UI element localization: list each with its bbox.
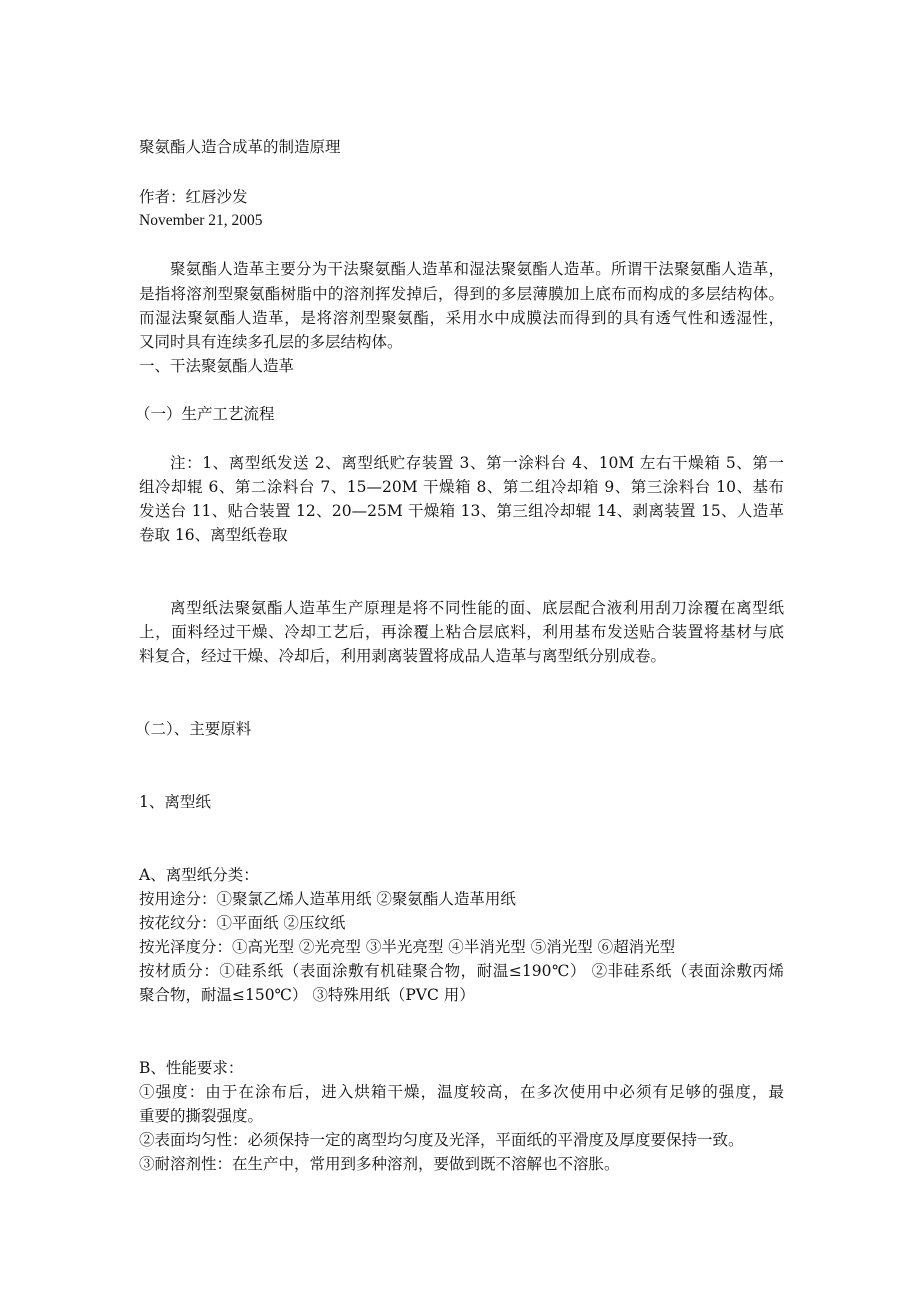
classification-line: 按材质分：①硅系纸（表面涂敷有机硅聚合物，耐温≤190℃） ②非硅系纸（表面涂敷丙烯 xyxy=(139,962,784,980)
classification-line: 按花纹分：①平面纸 ②压纹纸 xyxy=(139,914,346,932)
requirements-line: ①强度：由于在涂布后，进入烘箱干燥，温度较高，在多次使用中必须有足够的强度，最 xyxy=(139,1083,784,1101)
requirements-line: ②表面均匀性：必须保持一定的离型均匀度及光泽，平面纸的平滑度及厚度要保持一致。 xyxy=(139,1131,744,1149)
subsection-heading: （一）生产工艺流程 xyxy=(135,405,275,423)
note-line: 卷取 16、离型纸卷取 xyxy=(139,526,288,544)
note-line: 注：1、离型纸发送 2、离型纸贮存装置 3、第一涂料台 4、10M 左右干燥箱 5、第一 xyxy=(170,454,784,472)
intro-line: 聚氨酯人造革主要分为干法聚氨酯人造革和湿法聚氨酯人造革。所谓干法聚氨酯人造革， xyxy=(170,260,784,278)
section-heading: 一、干法聚氨酯人造革 xyxy=(139,357,295,375)
classification-heading: A、离型纸分类： xyxy=(139,866,259,884)
author-line: 作者：红唇沙发 xyxy=(139,188,248,206)
intro-line: 又同时具有连续多孔层的多层结构体。 xyxy=(139,333,403,351)
classification-line: 按用途分：①聚氯乙烯人造革用纸 ②聚氨酯人造革用纸 xyxy=(139,890,516,908)
requirements-heading: B、性能要求： xyxy=(139,1059,244,1077)
document-title: 聚氨酯人造合成革的制造原理 xyxy=(139,138,341,156)
item-heading: 1、离型纸 xyxy=(139,793,211,811)
principle-line: 上，面料经过干燥、冷却工艺后，再涂覆上粘合层底料，利用基布发送贴合装置将基材与底 xyxy=(139,623,784,641)
subsection-heading: （二）、主要原料 xyxy=(135,720,252,738)
classification-line: 按光泽度分：①高光型 ②光亮型 ③半光亮型 ④半消光型 ⑤消光型 ⑥超消光型 xyxy=(139,938,676,956)
note-line: 发送台 11、贴合装置 12、20—25M 干燥箱 13、第三组冷却辊 14、剥离装置 15、人造革 xyxy=(139,502,784,520)
intro-line: 而湿法聚氨酯人造革，是将溶剂型聚氨酯，采用水中成膜法而得到的具有透气性和透湿性， xyxy=(139,309,784,327)
principle-line: 离型纸法聚氨酯人造革生产原理是将不同性能的面、底层配合液利用刮刀涂覆在离型纸 xyxy=(170,599,784,617)
intro-line: 是指将溶剂型聚氨酯树脂中的溶剂挥发掉后，得到的多层薄膜加上底布而构成的多层结构体。 xyxy=(139,285,784,303)
date-line: November 21, 2005 xyxy=(139,212,263,229)
requirements-line: 重要的撕裂强度。 xyxy=(139,1107,264,1125)
classification-line: 聚合物，耐温≤150℃） ③特殊用纸（PVC 用） xyxy=(139,986,475,1004)
requirements-line: ③耐溶剂性：在生产中，常用到多种溶剂，要做到既不溶解也不溶胀。 xyxy=(139,1155,620,1173)
note-line: 组冷却辊 6、第二涂料台 7、15—20M 干燥箱 8、第二组冷却箱 9、第三涂料台 10、基布 xyxy=(139,478,784,496)
principle-line: 料复合，经过干燥、冷却后，利用剥离装置将成品人造革与离型纸分别成卷。 xyxy=(139,647,667,665)
